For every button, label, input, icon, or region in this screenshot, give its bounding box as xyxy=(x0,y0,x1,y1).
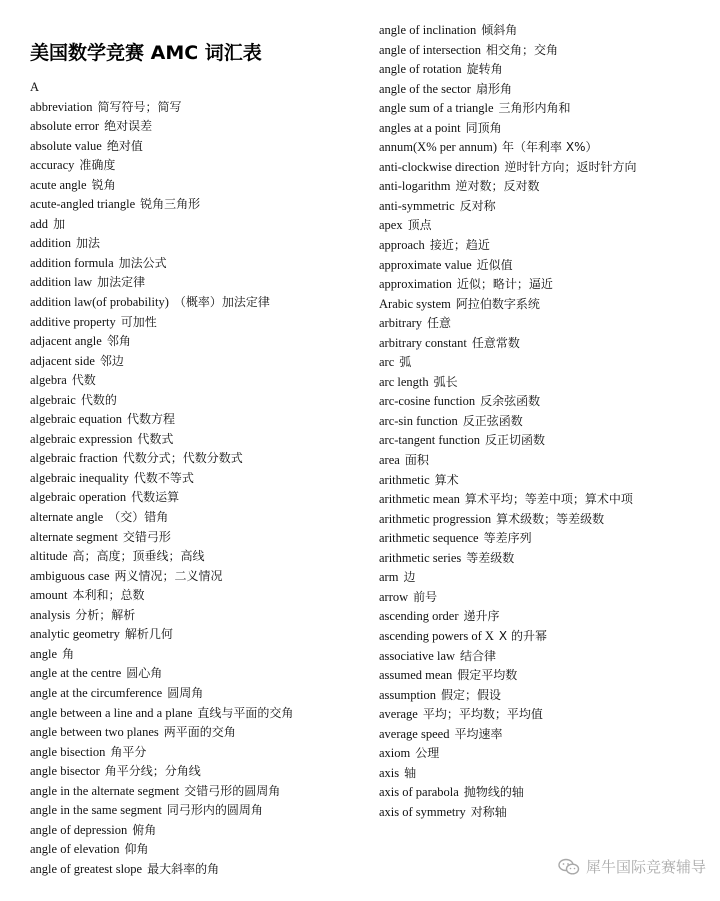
term-english: angle xyxy=(30,646,58,661)
glossary-entry xyxy=(379,764,709,784)
term-chinese: 算术平均；等差中项；算术中项 xyxy=(464,492,633,507)
term-english: arithmetic mean xyxy=(379,492,460,507)
term-chinese: 扇形角 xyxy=(475,81,512,96)
term-english: axiom xyxy=(379,746,411,761)
glossary-entry xyxy=(30,586,360,606)
term-english: arc length xyxy=(379,374,429,389)
term-chinese: 三角形内角和 xyxy=(498,101,571,116)
glossary-entry xyxy=(379,138,709,158)
glossary-entry xyxy=(30,234,360,254)
term-english: arrow xyxy=(379,589,409,604)
glossary-entry xyxy=(30,606,360,626)
term-chinese: （交）错角 xyxy=(108,510,169,525)
term-english: angle of inclination xyxy=(379,23,477,37)
term-english: angles at a point xyxy=(379,120,461,135)
term-english: addition law xyxy=(30,275,93,290)
glossary-entry xyxy=(379,236,709,256)
term-english: algebraic operation xyxy=(30,490,127,505)
glossary-entry xyxy=(379,431,709,451)
term-chinese: 算术级数；等差级数 xyxy=(496,511,605,526)
term-chinese: 面积 xyxy=(404,453,429,468)
term-english: average xyxy=(379,707,418,722)
glossary-entry xyxy=(379,451,709,471)
glossary-entry xyxy=(379,21,709,41)
glossary-entry xyxy=(30,332,360,352)
glossary-entry xyxy=(379,627,709,647)
term-chinese: 加法 xyxy=(75,236,100,251)
term-chinese: 圆周角 xyxy=(167,685,204,700)
term-english: assumption xyxy=(379,687,436,702)
term-english: ascending order xyxy=(379,609,459,624)
term-english: angle between a line and a plane xyxy=(30,705,193,720)
wechat-icon xyxy=(558,858,580,876)
glossary-column-left xyxy=(30,78,360,879)
glossary-entry xyxy=(379,783,709,803)
term-english: associative law xyxy=(379,648,456,663)
term-chinese: 结合律 xyxy=(460,648,497,663)
term-chinese: 反对称 xyxy=(459,198,496,213)
glossary-entry xyxy=(379,549,709,569)
glossary-entry xyxy=(30,528,360,548)
glossary-entry xyxy=(379,216,709,236)
term-chinese: 公理 xyxy=(415,746,440,761)
term-chinese: 角平分 xyxy=(110,744,147,759)
term-english: acute angle xyxy=(30,177,87,192)
glossary-entry xyxy=(30,449,360,469)
term-english: angle of the sector xyxy=(379,81,471,96)
term-english: addition xyxy=(30,236,71,251)
term-english: adjacent side xyxy=(30,353,95,368)
glossary-entry xyxy=(379,607,709,627)
term-chinese: 同弓形内的圆周角 xyxy=(166,803,263,818)
term-english: axis of symmetry xyxy=(379,804,466,819)
term-chinese: 等差序列 xyxy=(483,531,532,546)
watermark-text: 犀牛国际竞赛辅导 xyxy=(585,858,706,876)
term-english: arbitrary constant xyxy=(379,335,467,350)
term-chinese: 解析几何 xyxy=(124,627,173,642)
term-english: arithmetic progression xyxy=(379,511,492,526)
glossary-entry xyxy=(30,273,360,293)
term-chinese: 反余弦函数 xyxy=(480,394,541,409)
term-chinese: 代数运算 xyxy=(131,490,180,505)
term-english: additive property xyxy=(30,314,116,329)
term-english: angle between two planes xyxy=(30,725,159,740)
glossary-entry xyxy=(379,314,709,334)
term-english: arc-sin function xyxy=(379,413,458,428)
glossary-entry xyxy=(30,137,360,157)
glossary-entry xyxy=(379,60,709,80)
term-english: axis of parabola xyxy=(379,785,459,800)
glossary-entry xyxy=(379,412,709,432)
term-chinese: 分析；解析 xyxy=(75,607,136,622)
term-english: angle of greatest slope xyxy=(30,861,143,876)
term-chinese: 逆时针方向；返时针方向 xyxy=(504,159,637,174)
term-english: addition formula xyxy=(30,255,114,270)
term-english: algebraic expression xyxy=(30,431,133,446)
term-english: anti-logarithm xyxy=(379,179,451,194)
term-chinese: 等差级数 xyxy=(466,550,515,565)
glossary-entry xyxy=(379,725,709,745)
term-english: annum(X% per annum) xyxy=(379,140,498,155)
term-chinese: 反正切函数 xyxy=(485,433,546,448)
term-chinese: 平均；平均数；平均值 xyxy=(422,707,543,722)
term-english: absolute error xyxy=(30,119,100,134)
term-english: absolute value xyxy=(30,138,102,153)
term-english: arithmetic series xyxy=(379,550,462,565)
glossary-entry xyxy=(30,254,360,274)
glossary-entry xyxy=(30,821,360,841)
term-chinese: 邻边 xyxy=(99,353,124,368)
term-english: algebraic fraction xyxy=(30,451,118,466)
glossary-entry xyxy=(30,567,360,587)
glossary-entry xyxy=(379,119,709,139)
term-chinese: 年（年利率 X%） xyxy=(502,140,598,155)
glossary-entry xyxy=(30,488,360,508)
term-chinese: 本利和；总数 xyxy=(72,588,145,603)
glossary-entry xyxy=(379,275,709,295)
term-english: anti-clockwise direction xyxy=(379,159,500,174)
term-chinese: 递升序 xyxy=(463,609,500,624)
term-english: algebraic equation xyxy=(30,412,122,427)
glossary-entry xyxy=(30,782,360,802)
term-chinese: 顶点 xyxy=(407,218,432,233)
term-chinese: 交错弓形 xyxy=(122,529,171,544)
term-english: anti-symmetric xyxy=(379,198,455,213)
term-english: arc xyxy=(379,355,395,370)
term-chinese: 邻角 xyxy=(106,334,131,349)
term-english: approximate value xyxy=(379,257,472,272)
term-chinese: 倾斜角 xyxy=(481,23,518,37)
term-chinese: 任意常数 xyxy=(471,335,520,350)
glossary-entry xyxy=(30,840,360,860)
term-english: angle of intersection xyxy=(379,42,482,57)
glossary-entry xyxy=(30,645,360,665)
term-english: alternate angle xyxy=(30,510,104,525)
term-chinese: 角平分线；分角线 xyxy=(104,764,201,779)
term-chinese: X 的升幂 xyxy=(498,628,547,643)
glossary-entry xyxy=(379,158,709,178)
term-english: approach xyxy=(379,238,425,253)
term-english: arc-tangent function xyxy=(379,433,480,448)
term-chinese: 代数分式；代数分数式 xyxy=(122,451,243,466)
term-chinese: 准确度 xyxy=(79,158,116,173)
term-english: Arabic system xyxy=(379,296,451,311)
term-english: angle sum of a triangle xyxy=(379,101,494,116)
term-chinese: 加 xyxy=(53,216,66,231)
glossary-entry xyxy=(30,801,360,821)
glossary-entry xyxy=(30,391,360,411)
glossary-entry xyxy=(379,803,709,823)
term-english: axis xyxy=(379,765,400,780)
glossary-entry xyxy=(30,762,360,782)
glossary-entry xyxy=(30,156,360,176)
term-english: apex xyxy=(379,218,403,233)
term-chinese: 代数的 xyxy=(80,392,117,407)
term-english: arm xyxy=(379,570,399,585)
glossary-entry xyxy=(379,471,709,491)
term-chinese: 两平面的交角 xyxy=(163,725,236,740)
term-english: analytic geometry xyxy=(30,627,120,642)
term-english: algebra xyxy=(30,373,67,388)
term-english: angle at the circumference xyxy=(30,685,163,700)
term-chinese: 可加性 xyxy=(120,314,157,329)
glossary-entry xyxy=(379,705,709,725)
page-title: 美国数学竞赛 AMC 词汇表 xyxy=(30,42,262,64)
term-chinese: 交错弓形的圆周角 xyxy=(184,783,281,798)
term-english: addition law(of probability) xyxy=(30,295,169,310)
term-chinese: 抛物线的轴 xyxy=(463,785,524,800)
term-english: ambiguous case xyxy=(30,568,110,583)
glossary-entry xyxy=(30,508,360,528)
glossary-entry xyxy=(379,177,709,197)
glossary-entry xyxy=(30,195,360,215)
term-english: arbitrary xyxy=(379,316,423,331)
term-chinese: 锐角 xyxy=(91,177,116,192)
term-chinese: 仰角 xyxy=(124,842,149,857)
term-english: angle in the same segment xyxy=(30,803,162,818)
term-chinese: 俯角 xyxy=(132,822,157,837)
glossary-entry xyxy=(30,410,360,430)
term-chinese: 阿拉伯数字系统 xyxy=(455,296,540,311)
glossary-entry xyxy=(30,704,360,724)
term-chinese: 对称轴 xyxy=(470,804,507,819)
term-chinese: 简写符号；简写 xyxy=(97,99,182,114)
glossary-entry xyxy=(379,744,709,764)
term-english: acute-angled triangle xyxy=(30,197,136,212)
glossary-entry xyxy=(30,547,360,567)
term-chinese: 绝对值 xyxy=(106,138,143,153)
glossary-entry xyxy=(379,80,709,100)
glossary-entry xyxy=(379,41,709,61)
glossary-entry xyxy=(30,215,360,235)
term-chinese: 绝对误差 xyxy=(104,119,153,134)
term-chinese: 代数方程 xyxy=(126,412,175,427)
term-english: angle of elevation xyxy=(30,842,120,857)
term-chinese: 角 xyxy=(62,646,75,661)
glossary-entry xyxy=(379,373,709,393)
term-chinese: 边 xyxy=(403,570,416,585)
term-english: ascending powers of X xyxy=(379,628,494,643)
glossary-entry xyxy=(30,723,360,743)
term-chinese: 接近；趋近 xyxy=(429,238,490,253)
glossary-entry xyxy=(30,176,360,196)
term-chinese: 两义情况；二义情况 xyxy=(114,568,223,583)
term-chinese: 代数 xyxy=(71,373,96,388)
term-chinese: 逆对数；反对数 xyxy=(455,179,540,194)
glossary-entry xyxy=(30,469,360,489)
glossary-entry xyxy=(30,684,360,704)
term-chinese: 近似；略计；逼近 xyxy=(456,277,553,292)
term-english: assumed mean xyxy=(379,668,453,683)
glossary-entry xyxy=(379,588,709,608)
glossary-entry xyxy=(30,371,360,391)
term-english: accuracy xyxy=(30,158,75,173)
glossary-entry xyxy=(30,352,360,372)
term-english: area xyxy=(379,453,400,468)
glossary-entry xyxy=(379,334,709,354)
term-chinese: 代数不等式 xyxy=(133,470,194,485)
term-english: angle of rotation xyxy=(379,62,462,77)
term-chinese: 假定；假设 xyxy=(440,687,501,702)
term-english: alternate segment xyxy=(30,529,118,544)
glossary-entry xyxy=(379,686,709,706)
term-english: angle of depression xyxy=(30,822,128,837)
term-english: arithmetic sequence xyxy=(379,531,479,546)
glossary-entry xyxy=(30,98,360,118)
term-english: angle bisection xyxy=(30,744,106,759)
term-chinese: 最大斜率的角 xyxy=(147,861,220,876)
section-letter: A xyxy=(30,80,40,94)
glossary-entry xyxy=(379,490,709,510)
term-chinese: 算术 xyxy=(434,472,459,487)
term-chinese: 前号 xyxy=(413,589,438,604)
term-english: amount xyxy=(30,588,68,603)
term-chinese: 同顶角 xyxy=(465,120,502,135)
glossary-entry xyxy=(379,99,709,119)
term-english: arithmetic xyxy=(379,472,430,487)
term-chinese: 直线与平面的交角 xyxy=(197,705,294,720)
term-chinese: 高；高度；顶垂线；高线 xyxy=(72,549,205,564)
glossary-entry xyxy=(379,197,709,217)
glossary-entry xyxy=(379,353,709,373)
glossary-entry xyxy=(379,666,709,686)
glossary-entry xyxy=(379,256,709,276)
term-chinese: 弧长 xyxy=(433,374,458,389)
glossary-entry xyxy=(30,117,360,137)
term-english: angle in the alternate segment xyxy=(30,783,180,798)
term-chinese: 加法定律 xyxy=(97,275,146,290)
term-chinese: 反正弦函数 xyxy=(462,413,523,428)
term-english: analysis xyxy=(30,607,71,622)
term-english: adjacent angle xyxy=(30,334,102,349)
term-chinese: （概率）加法定律 xyxy=(173,295,270,310)
term-chinese: 相交角；交角 xyxy=(486,42,559,57)
term-chinese: 代数式 xyxy=(137,431,174,446)
glossary-entry xyxy=(30,293,360,313)
term-chinese: 加法公式 xyxy=(118,255,167,270)
term-english: add xyxy=(30,216,49,231)
term-english: algebraic xyxy=(30,392,76,407)
term-chinese: 圆心角 xyxy=(126,666,163,681)
term-chinese: 任意 xyxy=(427,316,452,331)
glossary-entry xyxy=(30,860,360,880)
glossary-entry xyxy=(30,313,360,333)
glossary-entry xyxy=(30,743,360,763)
glossary-entry xyxy=(379,568,709,588)
term-english: angle at the centre xyxy=(30,666,122,681)
term-chinese: 旋转角 xyxy=(466,62,503,77)
glossary-entry xyxy=(379,529,709,549)
term-chinese: 锐角三角形 xyxy=(140,197,201,212)
term-english: abbreviation xyxy=(30,99,93,114)
term-english: average speed xyxy=(379,726,450,741)
term-english: altitude xyxy=(30,549,68,564)
term-chinese: 近似值 xyxy=(476,257,513,272)
term-english: arc-cosine function xyxy=(379,394,476,409)
term-chinese: 弧 xyxy=(399,355,412,370)
glossary-entry xyxy=(30,625,360,645)
glossary-entry xyxy=(30,664,360,684)
glossary-entry xyxy=(379,647,709,667)
term-chinese: 平均速率 xyxy=(454,726,503,741)
glossary-entry xyxy=(379,510,709,530)
term-english: algebraic inequality xyxy=(30,470,129,485)
glossary-entry xyxy=(379,392,709,412)
term-english: angle bisector xyxy=(30,764,100,779)
glossary-entry xyxy=(379,295,709,315)
term-english: approximation xyxy=(379,277,452,292)
term-chinese: 假定平均数 xyxy=(457,668,518,683)
glossary-entry xyxy=(30,430,360,450)
glossary-column-right xyxy=(379,21,709,822)
watermark xyxy=(558,856,706,877)
term-chinese: 轴 xyxy=(404,765,417,780)
